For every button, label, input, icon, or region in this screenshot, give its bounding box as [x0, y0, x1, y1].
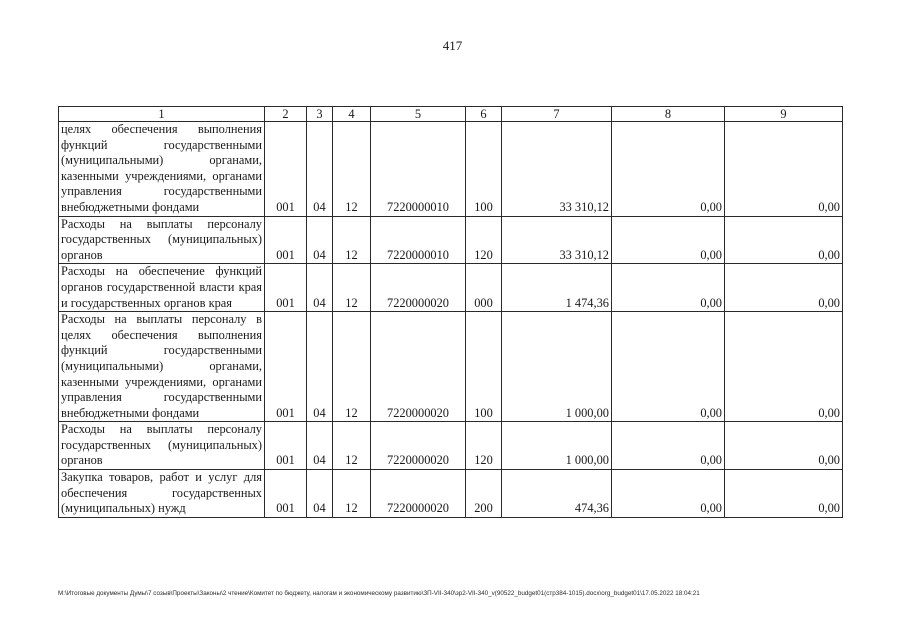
col-header-4: 4 [333, 107, 371, 122]
cell-subsection-code: 12 [333, 470, 371, 518]
cell-subsection-code: 12 [333, 122, 371, 217]
cell-expense-type: 100 [466, 122, 502, 217]
cell-subsection-code: 12 [333, 422, 371, 470]
table-row [59, 470, 843, 518]
cell-amount-7: 474,36 [502, 470, 612, 518]
cell-target-article: 7220000010 [371, 122, 466, 217]
cell-target-article: 7220000020 [371, 264, 466, 312]
cell-amount-8: 0,00 [612, 216, 725, 264]
cell-amount-7: 1 474,36 [502, 264, 612, 312]
cell-section-code: 04 [307, 422, 333, 470]
cell-expense-type: 100 [466, 312, 502, 422]
cell-section-code: 04 [307, 264, 333, 312]
cell-expense-type: 120 [466, 422, 502, 470]
col-header-1: 1 [59, 107, 265, 122]
cell-amount-9: 0,00 [725, 422, 843, 470]
cell-subsection-code: 12 [333, 264, 371, 312]
table-row [59, 312, 843, 422]
col-header-5: 5 [371, 107, 466, 122]
cell-section-code: 04 [307, 122, 333, 217]
cell-ministry-code: 001 [265, 422, 307, 470]
table-row [59, 122, 843, 217]
cell-amount-8: 0,00 [612, 422, 725, 470]
cell-subsection-code: 12 [333, 312, 371, 422]
row-description: Расходы на выплаты персоналу в целях обеспечения выполнения функций государственными (муниципальными) органами, казенными учреждениями, органами управления государственными внебюджетными фондами [59, 312, 265, 422]
col-header-8: 8 [612, 107, 725, 122]
footer-file-path: М:\Итоговые документы Думы\7 созыв\Проекты\Законы\2 чтение\Комитет по бюджету, налогам и экономическому развитию\ЗП-VII-340\зр2-VII-340_v(90522_budget01(стр384-1015).docx\org_budget01\17.05.2022 18:04:21 [58, 590, 700, 597]
cell-section-code: 04 [307, 312, 333, 422]
cell-target-article: 7220000010 [371, 216, 466, 264]
cell-amount-9: 0,00 [725, 216, 843, 264]
cell-subsection-code: 12 [333, 216, 371, 264]
cell-target-article: 7220000020 [371, 470, 466, 518]
cell-ministry-code: 001 [265, 264, 307, 312]
row-description: Расходы на обеспечение функций органов государственной власти края и государственных органов края [59, 264, 265, 312]
cell-ministry-code: 001 [265, 216, 307, 264]
cell-target-article: 7220000020 [371, 422, 466, 470]
col-header-3: 3 [307, 107, 333, 122]
col-header-6: 6 [466, 107, 502, 122]
header-row [59, 107, 843, 122]
cell-section-code: 04 [307, 216, 333, 264]
row-description: Закупка товаров, работ и услуг для обеспечения государственных (муниципальных) нужд [59, 470, 265, 518]
page-number: 417 [442, 38, 463, 53]
cell-amount-8: 0,00 [612, 122, 725, 217]
cell-amount-9: 0,00 [725, 470, 843, 518]
cell-ministry-code: 001 [265, 470, 307, 518]
row-description: целях обеспечения выполнения функций государственными (муниципальными) органами, казенными учреждениями, органами управления государственными внебюджетными фондами [59, 122, 265, 217]
table-row [59, 422, 843, 470]
cell-expense-type: 200 [466, 470, 502, 518]
cell-amount-8: 0,00 [612, 312, 725, 422]
cell-amount-7: 33 310,12 [502, 216, 612, 264]
cell-expense-type: 120 [466, 216, 502, 264]
table-row [59, 216, 843, 264]
cell-ministry-code: 001 [265, 122, 307, 217]
row-description: Расходы на выплаты персоналу государственных (муниципальных) органов [59, 216, 265, 264]
cell-ministry-code: 001 [265, 312, 307, 422]
cell-amount-8: 0,00 [612, 470, 725, 518]
cell-amount-9: 0,00 [725, 312, 843, 422]
cell-amount-7: 1 000,00 [502, 422, 612, 470]
cell-amount-9: 0,00 [725, 264, 843, 312]
budget-table [58, 106, 843, 518]
cell-section-code: 04 [307, 470, 333, 518]
cell-target-article: 7220000020 [371, 312, 466, 422]
table-row [59, 264, 843, 312]
cell-amount-8: 0,00 [612, 264, 725, 312]
cell-amount-7: 1 000,00 [502, 312, 612, 422]
cell-expense-type: 000 [466, 264, 502, 312]
col-header-2: 2 [265, 107, 307, 122]
row-description: Расходы на выплаты персоналу государственных (муниципальных) органов [59, 422, 265, 470]
col-header-7: 7 [502, 107, 612, 122]
cell-amount-9: 0,00 [725, 122, 843, 217]
cell-amount-7: 33 310,12 [502, 122, 612, 217]
col-header-9: 9 [725, 107, 843, 122]
